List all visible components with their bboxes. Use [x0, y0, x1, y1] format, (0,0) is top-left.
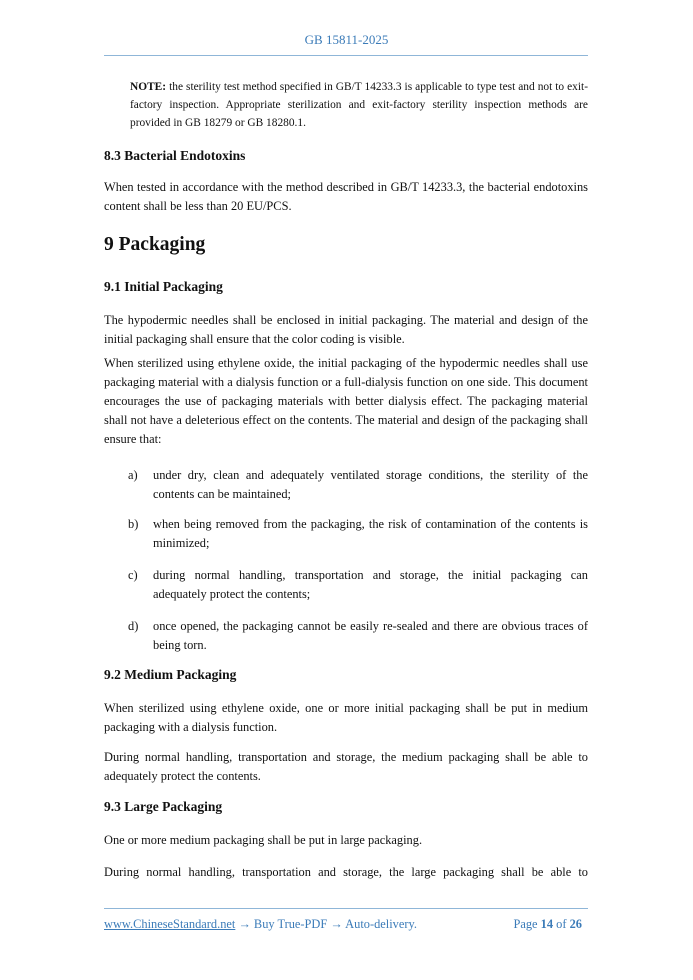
- section-heading-9-2: 9.2 Medium Packaging: [104, 667, 237, 682]
- promo-text: → Buy True-PDF → Auto-delivery.: [235, 917, 417, 931]
- footer-promo: [104, 917, 417, 932]
- paragraph: During normal handling, transportation and storage, the large packaging shall be able to: [104, 865, 588, 879]
- page-indicator: [513, 917, 588, 932]
- note: [130, 78, 588, 132]
- section-heading-8-3: 8.3 Bacterial Endotoxins: [104, 148, 246, 163]
- footer: [104, 917, 588, 932]
- paragraph: When sterilized using ethylene oxide, the initial packaging of the hypodermic needles shall use packaging material with a dialysis function or a full-dialysis function on one side. This document encourages the use of packaging materials with better dialysis effect. The packaging material shall not have a deleterious effect on the contents. The material and design of the packaging shall ensure that:: [104, 356, 588, 446]
- document-id-header: GB 15811-2025: [304, 32, 389, 47]
- note-text: the sterility test method specified in GB/T 14233.3 is applicable to type test and not to exit-factory inspection. Appropriate sterilization and exit-factory sterility inspection methods are provided in GB 18279 or GB 18280.1.: [130, 81, 588, 129]
- paragraph: During normal handling, transportation and storage, the medium packaging shall be able to adequately protect the contents.: [104, 750, 588, 783]
- paragraph: When tested in accordance with the method described in GB/T 14233.3, the bacterial endotoxins content shall be less than 20 EU/PCS.: [104, 180, 588, 213]
- list-item-text: during normal handling, transportation and storage, the initial packaging can adequately protect the contents;: [153, 568, 588, 601]
- paragraph: One or more medium packaging shall be put in large packaging.: [104, 833, 423, 847]
- list-item-text: once opened, the packaging cannot be easily re-sealed and there are obvious traces of being torn.: [153, 619, 588, 652]
- list-item: [128, 515, 588, 553]
- list-marker: a): [128, 468, 138, 482]
- note-label: NOTE:: [130, 81, 167, 93]
- footer-rule: [104, 908, 588, 909]
- list-marker: b): [128, 517, 139, 531]
- section-heading-9-3: 9.3 Large Packaging: [104, 799, 223, 814]
- list-item-text: under dry, clean and adequately ventilated storage conditions, the sterility of the contents can be maintained;: [153, 468, 588, 501]
- list-item: [128, 466, 588, 504]
- website-link[interactable]: www.ChineseStandard.net: [104, 917, 236, 931]
- page-number: 14: [540, 917, 554, 931]
- section-heading-9-1: 9.1 Initial Packaging: [104, 279, 223, 294]
- page-label: Page: [513, 917, 538, 931]
- total-pages: 26: [569, 917, 582, 931]
- chapter-heading-9: 9 Packaging: [104, 234, 206, 255]
- list-item: [128, 566, 588, 604]
- of-label: of: [556, 917, 567, 931]
- list-item: [128, 617, 588, 655]
- list-item-text: when being removed from the packaging, the risk of contamination of the contents is minimized;: [153, 517, 588, 550]
- header-rule: [104, 55, 588, 56]
- paragraph: The hypodermic needles shall be enclosed in initial packaging. The material and design of the initial packaging shall ensure that the color coding is visible.: [104, 313, 588, 346]
- list-marker: c): [128, 568, 138, 582]
- paragraph: When sterilized using ethylene oxide, one or more initial packaging shall be put in medium packaging with a dialysis function.: [104, 701, 588, 734]
- list-marker: d): [128, 619, 139, 633]
